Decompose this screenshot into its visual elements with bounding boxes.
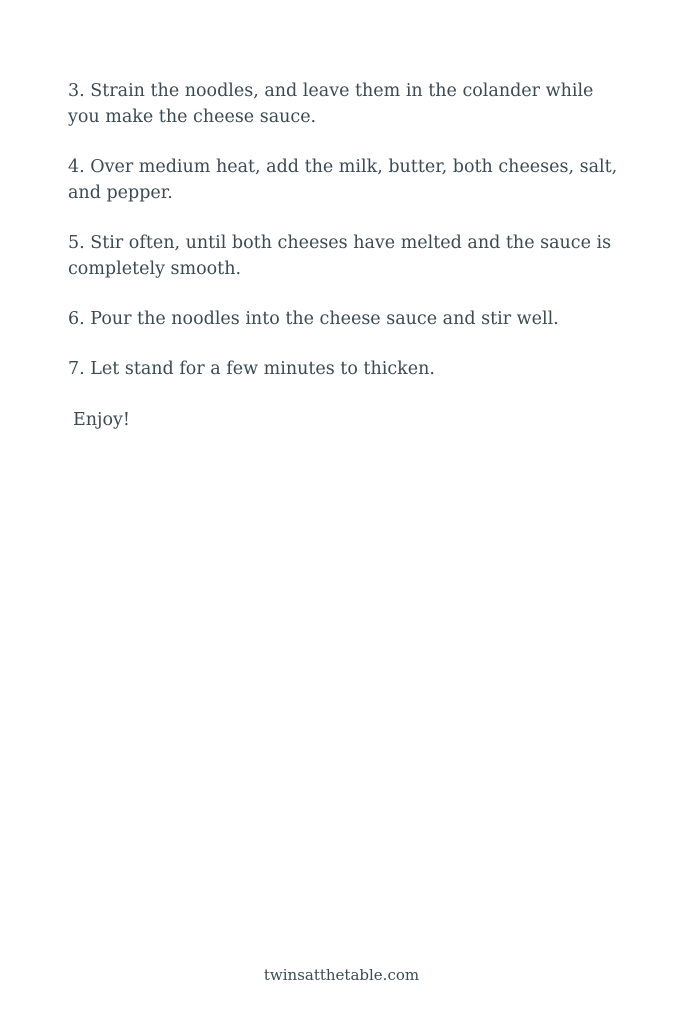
footer-site-url: twinsatthetable.com: [263, 966, 420, 984]
closing-text: Enjoy!: [73, 410, 130, 430]
instruction-step: 6. Pour the noodles into the cheese sauce and stir well.: [68, 309, 559, 329]
instruction-step: 3. Strain the noodles, and leave them in the colander while you make the cheese sauce.: [68, 81, 594, 127]
instruction-list: [68, 78, 628, 406]
instruction-step: 4. Over medium heat, add the milk, butter, both cheeses, salt, and pepper.: [68, 157, 618, 203]
instruction-step: 7. Let stand for a few minutes to thicken.: [68, 359, 435, 379]
instruction-step: 5. Stir often, until both cheeses have melted and the sauce is completely smooth.: [68, 233, 612, 279]
